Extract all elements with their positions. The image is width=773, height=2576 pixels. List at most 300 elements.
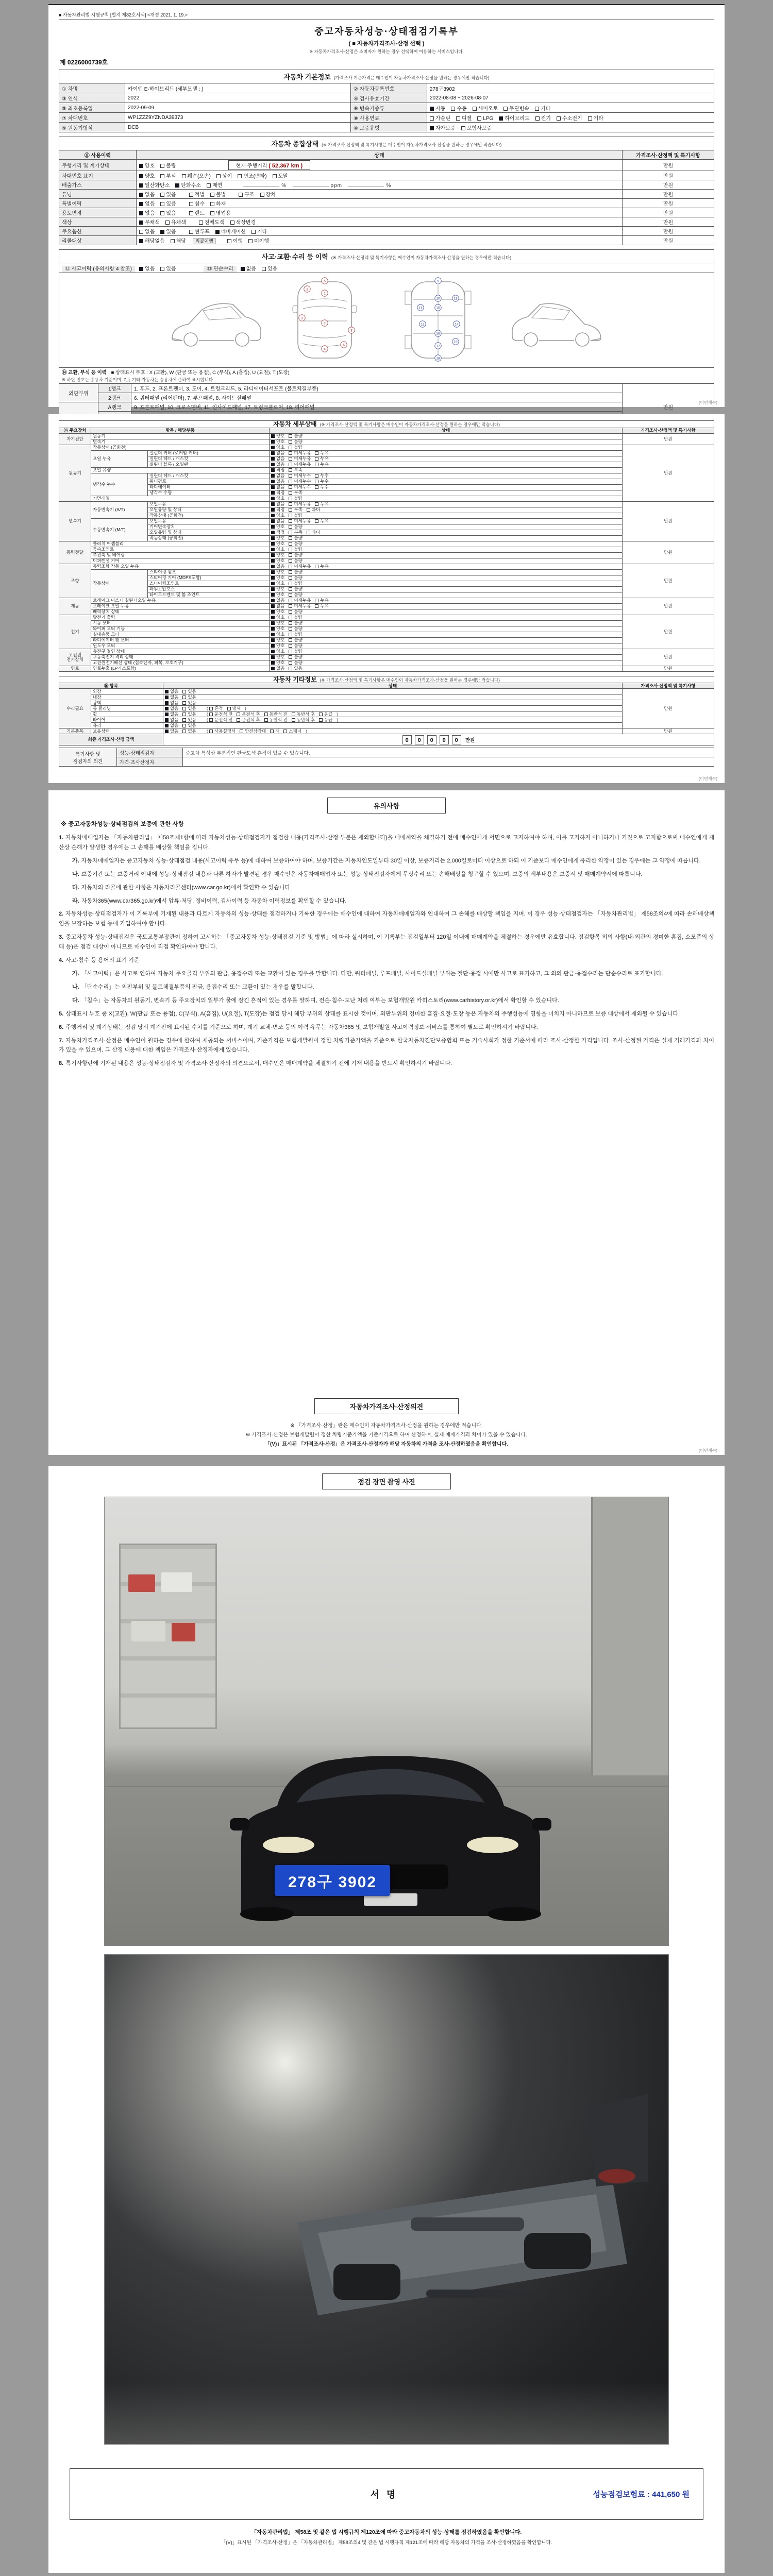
- vehicle-diagram-cell: [59, 273, 714, 368]
- checkbox-icon: [264, 718, 268, 722]
- opinion-text: [183, 757, 714, 767]
- price-cell: 만원: [623, 217, 714, 227]
- row-label: 차대번호 표기: [59, 171, 137, 180]
- device-label: 자기진단: [59, 433, 91, 445]
- item-label: 파워고압호스: [148, 586, 270, 592]
- item-state: 없음 있음 ( 흔적 냄새 ): [163, 706, 623, 711]
- checkbox-option: LPG: [477, 116, 493, 122]
- notice-paragraph: 6. 주행거리 및 계기상태는 점검 당시 계기판에 표시된 수치를 기준으로 하며, 계기 교체·변조 등의 이력 유무는 자동차365 및 보험개발원 사고이력정보 서비스를 통하여 별도로 확인하시기 바랍니다.: [59, 1024, 538, 1030]
- notice-marker: 가.: [72, 970, 79, 977]
- checkbox-option: 양호: [271, 649, 284, 654]
- section-note: (※ 가격조사·산정액 및 특기사항은 매수인이 자동차가격조사·산정을 원하는 경우에만 적습니다): [320, 677, 500, 683]
- checkbox-checked-icon: [139, 202, 143, 206]
- checkbox-checked-icon: [165, 730, 169, 733]
- confirmation-lines: [59, 2528, 714, 2546]
- section-title-row: [59, 250, 714, 263]
- overall-condition-section: [59, 137, 714, 245]
- checkbox-icon: [557, 116, 561, 121]
- checkbox-option: 미세누유: [289, 564, 311, 569]
- checkbox-checked-icon: [271, 491, 275, 495]
- item-label: 타이어: [91, 717, 163, 723]
- checkbox-option: 응급: [319, 718, 332, 722]
- price-opinion-line: ※ 「가격조사·산정」란은 매수인이 자동차가격조사·산정을 원하는 경우에만 적습니다.: [290, 1423, 483, 1429]
- basic-info-table: [59, 70, 714, 132]
- field-label: ⑨ 원동기형식: [59, 123, 125, 132]
- checkbox-checked-icon: [271, 627, 275, 631]
- item-state: [270, 575, 623, 581]
- notice-paragraph: 다. 자동차의 리콜에 관한 사항은 자동차리콜센터(www.car.go.kr)에서 확인할 수 있습니다.: [72, 884, 292, 891]
- checkbox-option: 있음: [160, 227, 176, 235]
- checkbox-checked-icon: [271, 576, 275, 580]
- device-row: [59, 586, 714, 592]
- checkbox-checked-icon: [139, 193, 143, 197]
- device-label: 고전원 전기장치: [59, 649, 91, 666]
- device-row: [59, 462, 714, 467]
- checkbox-option: 썬루프: [189, 227, 210, 235]
- checkbox-option: 양호: [271, 524, 284, 529]
- checkbox-icon: [270, 730, 274, 733]
- checkbox-icon: [182, 174, 186, 178]
- svg-text:2: 2: [306, 287, 308, 292]
- legend-note: ※ 하단 번호는 승용차 기준이며, 7页·기타 자동차는 승용차에 준하여 표시합니다: [62, 377, 213, 382]
- checkbox-option: 있음: [182, 689, 196, 694]
- notice-paragraph: 2. 자동차성능·상태점검자가 이 기록부에 기재된 내용과 다르게 자동차의 성능·상태를 점검하거나 기록한 경우에는 매수인에 대하여 자동차매매업자와 연대하여 그 손해를 배상할 책임을 지며, 이 경우 성능·상태점검자는 「자동차관리법」 제58조의4에 따라 손해배상책임을 보장하는 보험 등에 가입하여야 합니다.: [59, 911, 714, 927]
- checkbox-icon: [289, 627, 292, 631]
- checkbox-option: 부식: [160, 172, 176, 179]
- item-state: [270, 496, 623, 501]
- checkbox-option: 없음: [165, 718, 178, 722]
- svg-text:16: 16: [436, 332, 440, 336]
- checkbox-option: 냄새: [227, 706, 241, 711]
- page-1: [48, 4, 725, 411]
- notice-paragraph: 5. 상태표시 부호 중 X(교환), W(판금 또는 용접), C(부식), A(흠집), U(요철), T(도장)는 점검 당시 해당 부위의 상태를 표시한 것이며, 외판부위의 경미한 흠집·요철·도장 등은 자동차의 주행성능에 영향을 미치지 아니하므로 보증 대상에서 제외될 수 있습니다.: [59, 1010, 680, 1017]
- header-row: ⑪ 사용이력 상태 가격조사·산정액 및 특기사항: [59, 150, 714, 160]
- notice-marker: 나.: [72, 984, 79, 990]
- checkbox-icon: [182, 713, 186, 716]
- checkbox-icon: [315, 451, 318, 455]
- item-state: [270, 473, 623, 479]
- checkbox-checked-icon: [139, 164, 143, 168]
- checkbox-icon: [289, 434, 292, 438]
- checkbox-option: 탄화수소: [175, 181, 201, 189]
- checkbox-option: 양호: [271, 541, 284, 546]
- checkbox-checked-icon: [271, 621, 275, 625]
- checkbox-icon: [315, 463, 318, 466]
- price-cell: 만원: [622, 384, 714, 430]
- checkbox-option: 전체도색: [199, 218, 225, 226]
- item-state: [270, 632, 623, 637]
- continue-note: (이면계속): [698, 776, 717, 781]
- item-label: 충전구 절연 상태: [91, 649, 270, 654]
- checkbox-option: 불량: [289, 445, 302, 450]
- item-state: [270, 598, 623, 603]
- checkbox-icon: [477, 116, 481, 121]
- checkbox-icon: [315, 565, 318, 568]
- opinion-who: 성능·상태점검자: [117, 748, 183, 757]
- checkbox-checked-icon: [271, 514, 275, 517]
- price-opinion-lines: [59, 1419, 714, 1449]
- checkbox-option: 부족: [289, 490, 302, 495]
- checkbox-option: 있음: [160, 190, 176, 198]
- checkbox-option: 수소전기: [557, 114, 582, 122]
- checkbox-icon: [289, 559, 292, 563]
- checkbox-checked-icon: [215, 230, 220, 234]
- page-2: [48, 414, 725, 783]
- checkbox-icon: [307, 531, 310, 534]
- checkbox-icon: [289, 519, 292, 523]
- signature-title: 서명: [370, 2489, 403, 2500]
- notice-intro: ※ 중고자동차성능·상태점검의 보증에 관한 사항: [61, 821, 184, 827]
- notice-marker: 나.: [72, 871, 79, 877]
- notice-paragraph: 4. 사고·침수 등 용어의 표기 기준: [59, 957, 140, 964]
- checkbox-icon: [139, 230, 143, 234]
- etc-row: [59, 706, 714, 711]
- checkbox-icon: [262, 267, 266, 271]
- basic-info-row: [59, 103, 714, 113]
- checkbox-option: 자가보증: [430, 124, 456, 131]
- workshop-doorway: [591, 1497, 668, 1775]
- legend-title: ■ 상태표시 부호 :: [111, 370, 148, 376]
- notice-paragraph: 가. 자동차매매업자는 중고자동차 성능·상태점검 내용(사고이력 유무 등)에 대하여 보증하여야 하며, 보증기간은 자동차인도일부터 30일 이상, 보증거리는 2,000킬로미터 이상으로 하되 이 기준보다 매수인에게 유리한 약정이 있는 경우에는 그 약정에 따릅니다.: [72, 857, 701, 864]
- overall-condition-table: [59, 137, 714, 245]
- price-cell: 만원: [623, 171, 714, 180]
- checkbox-option: 누수: [315, 485, 328, 489]
- confirmation-line-1: 「자동차관리법」 제58조 및 같은 법 시행규칙 제120조에 따라 중고자동차의 성능·상태를 점검하였음을 확인합니다.: [251, 2529, 522, 2535]
- notice-paragraph: 나. 보증기간 또는 보증거리 이내에 성능·상태점검 내용과 다른 하자가 발견된 경우 매수인은 자동차매매업자 또는 성능·상태점검자에게 무상수리 또는 손해배상을 청구할 수 있으며, 보증의 세부내용은 보증서 및 매매계약서에 따릅니다.: [72, 871, 643, 877]
- svg-text:7: 7: [324, 321, 326, 326]
- checkbox-option: 부족: [289, 530, 302, 535]
- checkbox-option: 없음: [165, 723, 178, 728]
- section-title: 자동차 기타정보: [273, 675, 317, 683]
- shelf-box: [131, 1621, 165, 1641]
- device-row: [59, 603, 714, 609]
- device-label: 변속기: [59, 501, 91, 541]
- item-state: [270, 450, 623, 456]
- checkbox-option: 없음: [165, 706, 178, 711]
- basic-info-row: [59, 123, 714, 132]
- checkbox-icon: [289, 604, 292, 608]
- device-row: [59, 649, 714, 654]
- checkbox-option: 불량: [289, 547, 302, 552]
- item-state: [270, 603, 623, 609]
- checkbox-checked-icon: [271, 559, 275, 563]
- price-digit: 0: [427, 735, 436, 744]
- device-sub-label: 자동변속기 (A/T): [91, 501, 148, 518]
- checkbox-option: 무단변속: [503, 104, 529, 112]
- price-cell: 만원: [623, 160, 714, 171]
- device-row: [59, 490, 714, 496]
- checkbox-option: 있음: [289, 666, 302, 671]
- checkbox-icon: [189, 202, 193, 206]
- device-row: [59, 513, 714, 518]
- checkbox-option: 없음: [139, 264, 155, 272]
- checkbox-icon: [289, 616, 292, 619]
- checkbox-option: 불량: [289, 649, 302, 654]
- checkbox-icon: [289, 446, 292, 449]
- checkbox-option: 화재: [210, 199, 226, 207]
- vehicle-diagram: [62, 274, 711, 367]
- section-title-row: [59, 421, 714, 428]
- price-digit: 0: [452, 735, 461, 744]
- field-label: ① 차명: [59, 83, 125, 93]
- checkbox-option: 해당: [171, 236, 186, 244]
- checkbox-option: 미세누유: [289, 462, 311, 467]
- checkbox-option: 누유: [315, 519, 328, 523]
- overall-row: [59, 199, 714, 208]
- checkbox-option: 있음: [182, 723, 196, 728]
- svg-text:3: 3: [301, 316, 303, 320]
- checkbox-icon: [289, 667, 292, 670]
- checkbox-option: 불량: [289, 615, 302, 620]
- checkbox-icon: [503, 107, 508, 111]
- checkbox-option: 불량: [289, 513, 302, 518]
- checkbox-option: 불량: [289, 581, 302, 586]
- checkbox-checked-icon: [271, 536, 275, 540]
- checkbox-option: 운전석 전: [209, 712, 232, 717]
- notice-paragraph: 8. 특기사항란에 기재된 내용은 성능·상태점검자 및 가격조사·산정자의 의견으로서, 매수인은 매매계약을 체결하기 전에 기재 내용을 반드시 확인하시기 바랍니다.: [59, 1060, 452, 1067]
- checkbox-icon: [273, 174, 277, 178]
- checkbox-icon: [289, 514, 292, 517]
- checkbox-option: 있음: [182, 695, 196, 700]
- checkbox-checked-icon: [160, 230, 164, 234]
- price-cell: 만원: [623, 180, 714, 190]
- device-row: [59, 467, 714, 473]
- rank-row: [59, 384, 714, 393]
- checkbox-option: 침수: [189, 199, 205, 207]
- checkbox-icon: [289, 633, 292, 636]
- item-state: [270, 479, 623, 484]
- item-label: 와이퍼 모터 기능: [91, 626, 270, 632]
- notice-paragraph: 7. 자동차가격조사·산정은 매수인이 원하는 경우에 한하여 제공되는 서비스이며, 기준가격은 보험개발원이 정한 차량기준가액을 기준으로 한국자동차진단보증협회 또는 기술사회가 정한 기준서에 따라 조사·산정한 가격입니다. 조사·산정된 가격은 실제 거래가격과 차이가 있을 수 있으며, 그 산정 내용에 대한 책임은 가격조사·산정자에게 있습니다.: [59, 1037, 714, 1054]
- checkbox-icon: [238, 174, 242, 178]
- item-label: 작동상태 (공회전): [148, 535, 270, 541]
- item-label: 외장: [91, 689, 163, 694]
- checkbox-checked-icon: [271, 587, 275, 591]
- checkbox-option: 누수: [315, 473, 328, 478]
- checkbox-option: 양호: [271, 655, 284, 659]
- final-price-label: 최종 가격조사·산정 금액: [59, 734, 163, 745]
- device-row: [59, 643, 714, 649]
- checkbox-checked-icon: [430, 107, 434, 111]
- checkbox-option: 양호: [271, 592, 284, 597]
- item-state: [270, 649, 623, 654]
- price-cell: 만원: [623, 227, 714, 236]
- item-label: 발전기 출력: [91, 615, 270, 620]
- device-row: [59, 598, 714, 603]
- device-row: [59, 637, 714, 643]
- checkbox-option: 동반석 후: [292, 718, 315, 722]
- item-label: 등속조인트: [91, 547, 270, 552]
- checkbox-checked-icon: [271, 497, 275, 500]
- field-value: [427, 113, 714, 123]
- checkbox-icon: [289, 491, 292, 495]
- shelf-box: [161, 1572, 192, 1592]
- row-label: 리콜대상: [59, 236, 137, 245]
- item-label: 실린더 커버 (로커암 커버): [148, 450, 270, 456]
- item-label: 라디에이터: [148, 484, 270, 490]
- rank-label: 1랭크: [98, 384, 131, 393]
- device-row: [59, 473, 714, 479]
- row-state: [137, 171, 623, 180]
- item-state: [270, 535, 623, 541]
- notice-body: [59, 833, 714, 1397]
- price-opinion-line: 「(V)」표시된 「가격조사·산정」은 가격조사·산정자가 해당 자동차의 가격을 조사·산정하였음을 확인합니다.: [265, 1442, 508, 1447]
- confirmation-line-2: 「(V)」표시된 「가격조사·산정」은 「자동차관리법」 제58조의4 및 같은 법 시행규칙 제121조에 따라 해당 자동차의 가격을 조사·산정하였음을 확인합니다.: [221, 2540, 552, 2546]
- checkbox-icon: [248, 239, 253, 243]
- item-state: [270, 518, 623, 524]
- checkbox-icon: [237, 718, 240, 722]
- accident-history-section: [59, 249, 714, 430]
- svg-text:18: 18: [436, 357, 440, 361]
- row-label: 배출가스: [59, 180, 137, 190]
- device-label: 연료: [59, 666, 91, 671]
- emission-values: % ppm %: [243, 183, 391, 189]
- item-state: [270, 569, 623, 575]
- checkbox-option: 기타: [588, 114, 603, 122]
- checkbox-icon: [216, 174, 221, 178]
- svg-text:4: 4: [324, 347, 326, 351]
- item-label: 워터펌프: [148, 479, 270, 484]
- price-cell: 만원: [623, 208, 714, 217]
- notice-paragraph: 다. 「침수」는 자동차의 원동기, 변속기 등 주요장치의 일부가 물에 잠긴 흔적이 있는 경우를 말하며, 전손·침수·도난 처리 여부는 보험개발원 카히스토리(www.carhistory.or.kr)에서 확인할 수 있습니다.: [72, 997, 559, 1004]
- etc-row: [59, 723, 714, 728]
- field-value: 2022-08-08 ~ 2026-08-07: [427, 93, 714, 103]
- row-state: [137, 199, 623, 208]
- checkbox-checked-icon: [271, 582, 275, 585]
- section-title: 자동차 기본정보: [283, 73, 331, 81]
- device-row: [59, 564, 714, 569]
- item-label: 오일유량 및 상태: [148, 507, 270, 513]
- checkbox-icon: [319, 718, 323, 722]
- item-label: 커먼레일: [91, 496, 270, 501]
- overall-row: [59, 208, 714, 217]
- page-4: [48, 1466, 725, 2573]
- checkbox-icon: [430, 116, 434, 121]
- fee-value: 441,650 원: [652, 2490, 690, 2499]
- notice-marker: 7.: [59, 1037, 64, 1044]
- rank-label: A랭크: [98, 402, 131, 412]
- checkbox-icon: [289, 644, 292, 648]
- field-value: 2022: [125, 93, 351, 103]
- svg-text:1: 1: [324, 292, 326, 296]
- checkbox-icon: [289, 463, 292, 466]
- row-state: [137, 190, 623, 199]
- item-label: 스티어링조인트: [148, 581, 270, 586]
- checkbox-icon: [251, 230, 256, 234]
- overall-row: [59, 160, 714, 171]
- checkbox-checked-icon: [271, 468, 275, 472]
- svg-text:15: 15: [436, 306, 440, 310]
- item-label: 연료누출 (LP가스포함): [91, 666, 270, 671]
- device-row: [59, 626, 714, 632]
- overall-row: [59, 190, 714, 199]
- checkbox-option: 누유: [315, 451, 328, 455]
- checkbox-icon: [473, 107, 477, 111]
- document-subtitle: ( ■ 자동차가격조사·산정 선택 ): [348, 41, 425, 47]
- item-state: [270, 530, 623, 535]
- vehicle-underbody-silhouette: [256, 2047, 648, 2367]
- checkbox-icon: [289, 485, 292, 489]
- section-note: (※ 가격조사·산정액 및 특기사항은 매수인이 자동차가격조사·산정을 원하는 경우에만 적습니다): [322, 142, 502, 147]
- field-value: 278구3902: [427, 83, 714, 93]
- svg-text:12: 12: [421, 323, 425, 327]
- checkbox-option: 일산화탄소: [139, 181, 170, 189]
- checkbox-icon: [315, 502, 318, 506]
- item-label: 변속기: [91, 439, 270, 445]
- price-cell: 만원: [622, 564, 714, 598]
- checkbox-icon: [289, 582, 292, 585]
- checkbox-option: 누수: [315, 479, 328, 484]
- section-title-row: [59, 676, 714, 683]
- checkbox-option: 영업용: [210, 209, 231, 216]
- checkbox-option: 누유: [315, 462, 328, 467]
- device-row: [59, 552, 714, 558]
- checkbox-icon: [289, 457, 292, 461]
- checkbox-icon: [461, 126, 465, 130]
- checkbox-option: 불량: [160, 161, 176, 169]
- device-row: [59, 581, 714, 586]
- sub-label: 리콜이행: [193, 238, 216, 244]
- price-opinion-title: 자동차가격조사·산정의견: [314, 1398, 459, 1414]
- item-label: 실린더 헤드 / 개스킷: [148, 456, 270, 462]
- checkbox-icon: [289, 576, 292, 580]
- overall-row: [59, 227, 714, 236]
- svg-text:14: 14: [455, 323, 459, 327]
- checkbox-option: 적정: [271, 468, 284, 472]
- license-plate-badge: 278구 3902: [275, 1865, 390, 1896]
- item-state: [163, 700, 623, 706]
- item-label: 작동상태 (공회전): [148, 513, 270, 518]
- price-cell: 만원: [622, 541, 714, 564]
- checkbox-option: 색상변경: [230, 218, 256, 226]
- checkbox-option: 매연: [207, 181, 222, 189]
- checkbox-icon: [209, 730, 213, 733]
- section-title-row: [59, 137, 714, 150]
- checkbox-checked-icon: [139, 183, 143, 188]
- checkbox-icon: [315, 474, 318, 478]
- checkbox-icon: [315, 599, 318, 602]
- checkbox-checked-icon: [271, 542, 275, 546]
- checkbox-icon: [199, 221, 203, 225]
- checkbox-option: 양호: [271, 587, 284, 591]
- checkbox-option: 적정: [271, 530, 284, 535]
- form-reference: ■ 자동차관리법 시행규칙 [별지 제82호서식] <개정 2021. 1. 19.>: [59, 12, 188, 18]
- checkbox-option: 미세누유: [289, 456, 311, 461]
- item-label: 보유상태: [91, 728, 163, 734]
- checkbox-checked-icon: [271, 599, 275, 602]
- checkbox-icon: [535, 116, 540, 121]
- notice-paragraph: 라. 자동차365(www.car365.go.kr)에서 압류·저당, 정비이력, 검사이력 등 자동차 이력정보를 확인할 수 있습니다.: [72, 897, 347, 904]
- field-label: ⑤ 최초등록일: [59, 103, 125, 113]
- row-state: [137, 236, 623, 245]
- checkbox-icon: [289, 638, 292, 642]
- checkbox-option: 미세누유: [289, 451, 311, 455]
- checkbox-icon: [182, 701, 186, 705]
- opinion-section: [59, 748, 714, 767]
- item-label: 룸 클리닝: [91, 706, 163, 711]
- checkbox-option: 불량: [289, 632, 302, 637]
- checkbox-icon: [289, 570, 292, 574]
- row-label: 색상: [59, 217, 137, 227]
- accident-history-table: [59, 249, 714, 430]
- checkbox-checked-icon: [271, 661, 275, 665]
- item-label: 오일 유량: [91, 467, 270, 473]
- checkbox-option: 구조: [239, 190, 254, 198]
- item-label: 오일누유: [148, 518, 270, 524]
- checkbox-checked-icon: [271, 440, 275, 444]
- item-state: [270, 456, 623, 462]
- checkbox-option: 동반석 전: [264, 718, 288, 722]
